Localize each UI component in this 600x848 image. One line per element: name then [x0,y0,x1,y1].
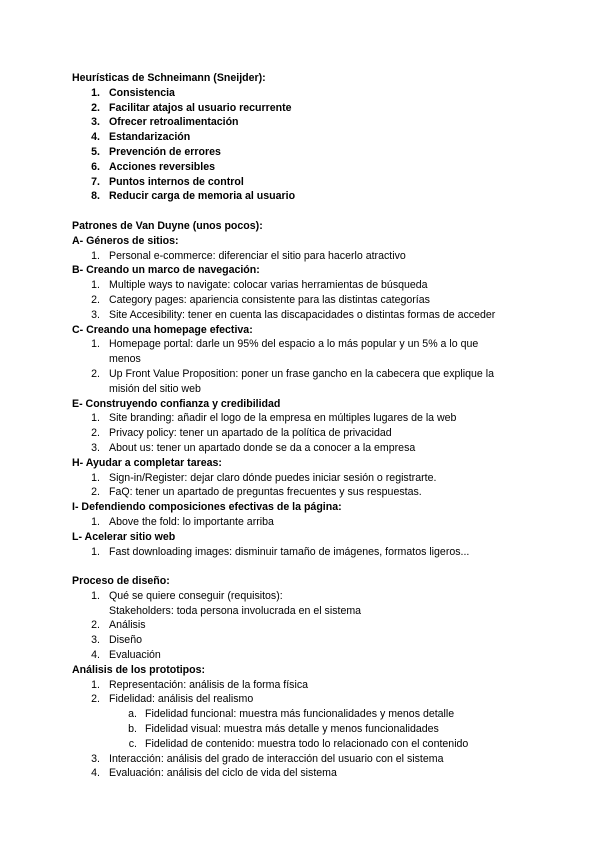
section-heading: C- Creando una homepage efectiva: [72,323,253,336]
prototypes-title: Análisis de los prototipos: [72,663,206,676]
document-page [72,71,572,781]
list-item: 3. Interacción: análisis del grado de interacción del usuario con el sistema [91,752,444,765]
list-item: 7. Puntos internos de control [91,175,244,188]
list-item: 3. Site Accesibility: tener en cuenta las discapacidades o distintas formas de acceder [91,308,496,321]
list-item-continuation: Stakeholders: toda persona involucrada en el sistema [109,604,362,617]
heuristics-title: Heurísticas de Schneimann (Sneijder): [72,72,266,84]
section-heading: A- Géneros de sitios: [72,234,179,247]
list-item: 1. Representación: análisis de la forma física [91,678,309,691]
list-item: 2. Análisis [91,619,146,632]
list-item: 4. Estandarización [91,131,191,144]
list-item: 1. Qué se quiere conseguir (requisitos): [91,589,283,602]
list-item: 1. Personal e-commerce: diferenciar el sitio para hacerlo atractivo [91,249,406,262]
list-item: 1. Above the fold: lo importante arriba [91,515,274,528]
list-item: 3. About us: tener un apartado donde se da a conocer a la empresa [91,441,416,454]
list-item: 1. Homepage portal: darle un 95% del espacio a lo más popular y un 5% a lo que [91,338,479,351]
spacer [72,559,572,574]
list-item: 1. Fast downloading images: disminuir tamaño de imágenes, formatos ligeros... [91,545,470,558]
list-item: 2. Facilitar atajos al usuario recurrente [91,101,292,114]
list-item: 1. Site branding: añadir el logo de la empresa en múltiples lugares de la web [91,412,457,425]
list-item: 2. Fidelidad: análisis del realismo [91,693,254,706]
section-heading: B- Creando un marco de navegación: [72,264,260,277]
list-item-continuation: menos [109,353,141,366]
section-heading: E- Construyendo confianza y credibilidad [72,397,281,410]
list-item-continuation: misión del sitio web [109,382,201,395]
spacer [72,204,572,219]
list-item: 6. Acciones reversibles [91,160,215,173]
list-item: 2. Category pages: apariencia consistente para las distintas categorías [91,293,430,306]
section-heading: H- Ayudar a completar tareas: [72,456,222,469]
list-item: 3. Diseño [91,634,142,647]
list-item: 4. Evaluación [91,649,161,662]
sub-list-item: c. Fidelidad de contenido: muestra todo lo relacionado con el contenido [128,737,469,750]
list-item: 1. Consistencia [91,86,175,99]
design-process-title: Proceso de diseño: [72,575,170,588]
sub-list-item: b. Fidelidad visual: muestra más detalle y menos funcionalidades [128,723,439,736]
list-item: 2. Up Front Value Proposition: poner un frase gancho en la cabecera que explique la [91,367,494,380]
patterns-title: Patrones de Van Duyne (unos pocos): [72,219,263,232]
list-item: 5. Prevención de errores [91,145,221,158]
sub-list-item: a. Fidelidad funcional: muestra más funcionalidades y menos detalle [128,708,455,721]
list-item: 2. Privacy policy: tener un apartado de la política de privacidad [91,427,392,440]
list-item: 1. Sign-in/Register: dejar claro dónde puedes iniciar sesión o registrarte. [91,471,437,484]
list-item: 8. Reducir carga de memoria al usuario [91,190,296,203]
list-item: 4. Evaluación: análisis del ciclo de vida del sistema [91,767,337,780]
list-item: 3. Ofrecer retroalimentación [91,116,239,129]
list-item: 1. Multiple ways to navigate: colocar varias herramientas de búsqueda [91,279,428,292]
section-heading: L- Acelerar sitio web [72,530,176,543]
section-heading: I- Defendiendo composiciones efectivas de la página: [72,501,342,514]
list-item: 2. FaQ: tener un apartado de preguntas frecuentes y sus respuestas. [91,486,422,499]
